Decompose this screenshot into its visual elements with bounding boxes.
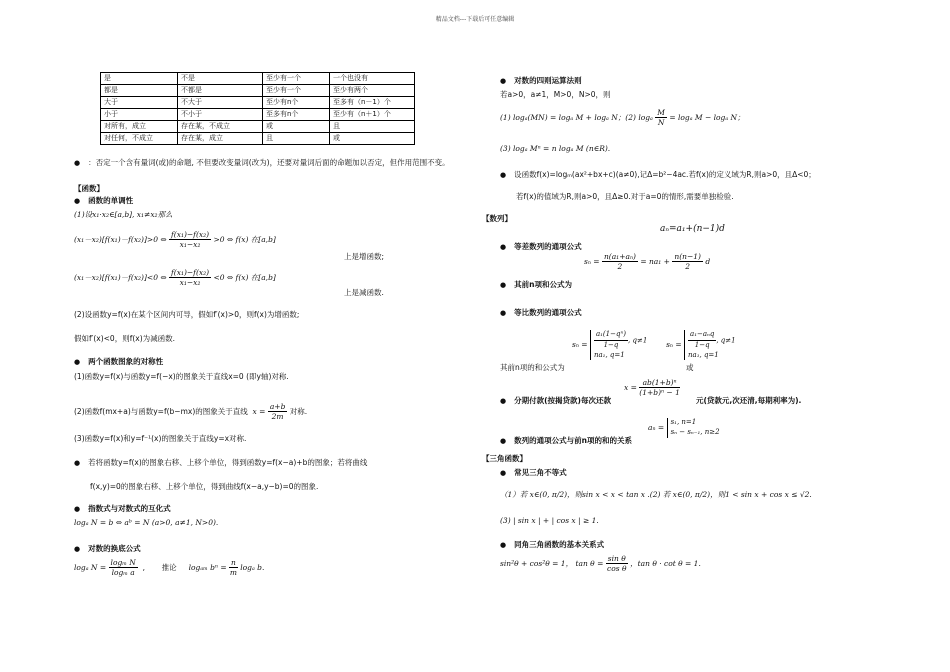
table-cell: 对任何，不成立 [101,133,178,145]
increasing-label: 上是增函数; [344,252,385,261]
change-base-title: ● 对数的换底公式 [74,544,141,554]
log-ops-condition: 若a>0，a≠1，M>0，N>0，则 [500,90,611,99]
geo-title: ● 等比数列的通项公式 [500,308,582,318]
arith-general-term: aₙ=a₁+(n−1)d [660,224,725,234]
symmetry-fraction: $\frac{a+b}{2m}$ [269,402,286,422]
table-cell: 或 [330,133,415,145]
symmetry-2: (2)函数f(mx+a)与函数y=f(b−mx)的图象关于直线 x = $\frac{a+b}{2m}$ 对称. [74,402,308,422]
geo-sum-formula: sₙ = $\frac{\text{a₁(1−qⁿ)}}{1-q}$ , q≠1 na₁, q=1 sₙ = $\frac{\text{a₁−aₙq}}{1-q}$ , q≠1 na₁, q=1 [572,330,736,359]
table-cell: 都是 [101,85,178,97]
decreasing-label: 上是减函数. [344,288,384,297]
section-trig: 【三角函数】 [482,454,527,463]
table-cell: 至多有（n－1）个 [330,97,415,109]
log-ops-title: ● 对数的四则运算法则 [500,76,582,86]
table-cell: 至少有n个 [263,97,330,109]
log-ops-1-2: (1) logₐ(MN) = logₐ M + logₐ N；(2) logₐ $\frac{M}{N}$ = logₐ M − logₐ N； [500,108,745,128]
relation-title: ● 数列的通项公式与前n项的和的关系 [500,436,632,446]
table-row [101,85,415,97]
symmetry-1: (1)函数y=f(x)与函数y=f(−x)的图象关于直线x=0 (即y轴)对称. [74,372,289,381]
exp-log-title: ● 指数式与对数式的互化式 [74,504,171,514]
section-sequence: 【数列】 [482,214,512,223]
shift-rule-2: f(x,y)=0的图象右移、上移个单位，得到曲线f(x−a,y−b)=0的图象. [90,482,319,491]
table-cell: 至多有n个 [263,109,330,121]
section-function: 【函数】 [74,184,104,193]
quadratic-log-1: ● 设函数f(x)=logₘ(ax²+bx+c)(a≠0),记Δ=b²−4ac.若f(x)的定义域为R,则a>0，且Δ<0； [500,170,816,180]
table-cell: 存在某，成立 [178,133,263,145]
monotonic-increasing-formula: (x₁－x₂)[f(x₁)－f(x₂)]>0 ⇔ $\frac{\text{f(x₁)−f(x₂)}}{\text{x₁−x₂}}$ >0 ⇔ f(x) 在[a,b] [74,230,276,250]
arith-title: ● 等差数列的通项公式 [500,242,582,252]
log-ops-3: (3) logₐ Mⁿ = n logₐ M (n∈R). [500,144,611,153]
geo-sum-alt-cases: $\frac{\text{a₁−aₙq}}{1-q}$ , q≠1 na₁, q=1 [684,330,736,360]
ineq-1-2: （1）若 x∈(0, π/2)，则sin x < x < tan x .(2) 若 x∈(0, π/2)，则1 < sin x + cos x ≤ √2. [500,490,812,499]
table-cell: 至少有（n＋1）个 [330,109,415,121]
table-cell: 对所有，成立 [101,121,178,133]
table-cell: 不大于 [178,97,263,109]
quantifier-table [100,72,415,145]
table-row [101,133,415,145]
table-cell: 至少有两个 [330,85,415,97]
table-cell: 且 [330,121,415,133]
page-header: 精品文档---下载后可任意编辑 [435,16,515,23]
table-cell: 不都是 [178,85,263,97]
quadratic-log-2: 若f(x)的值域为R,则a>0，且Δ≥0.对于a=0的情形,需要单独检验. [516,192,734,201]
negation-note: ● ：否定一个含有量词(或)的命题, 不但要改变量词(改为)，还要对量词后面的命题加以否定，但作用范围不变。 [74,158,474,168]
geo-sum-cases: $\frac{\text{a₁(1−qⁿ)}}{1-q}$ , q≠1 na₁, q=1 [590,330,647,360]
monotonic-decreasing-formula: (x₁－x₂)[f(x₁)－f(x₂)]<0 ⇔ $\frac{\text{f(x₁)−f(x₂)}}{\text{x₁−x₂}}$ <0 ⇔ f(x) 在[a,b] [74,268,276,288]
table-row [101,97,415,109]
symmetry-title: ● 两个函数图象的对称性 [74,357,163,367]
monotonic-fraction: $\frac{\text{f(x₁)−f(x₂)}}{\text{x₁−x₂}}$ [171,268,210,288]
sum-title: ● 其前n项和公式为 [500,280,572,290]
symmetry-3: (3)函数y=f(x)和y=f⁻¹(x)的图象关于直线y=x对称. [74,434,247,443]
same-angle-formula: sin²θ + cos²θ = 1， tan θ = $\frac{\text{sin θ}}{\text{cos θ}}$ ，tan θ · cot θ = 1. [500,554,701,574]
ineq-title: ● 常见三角不等式 [500,468,567,478]
shift-rule-1: ● 若将函数y=f(x)的图象右移、上移个单位，得到函数y=f(x−a)+b的图象；若将曲线 [74,458,367,468]
arith-sum-formula: sₙ = $\frac{\text{n(a₁+aₙ)}}{2}$ = na₁ + $\frac{n(n-1)}{2}$ d [584,252,711,272]
table-row [101,73,415,85]
table-cell: 且 [263,133,330,145]
table-cell: 一个也没有 [330,73,415,85]
relation-formula: aₙ = s₁, n=1 sₙ − sₙ₋₁, n≥2 [648,418,720,436]
table-row [101,121,415,133]
geo-or: 或 [686,363,694,372]
table-row [101,109,415,121]
table-cell: 至少有一个 [263,85,330,97]
table-cell: 不是 [178,73,263,85]
monotonic-title: ● 函数的单调性 [74,196,133,206]
ineq-3: (3) | sin x | + | cos x | ≥ 1. [500,516,599,525]
table-cell: 是 [101,73,178,85]
monotonic-condition: (1)设x₁·x₂∈[a,b], x₁≠x₂那么 [74,210,173,219]
left-column [74,72,474,578]
geo-sum-title: 其前n项的和公式为 [500,363,565,372]
derivative-rule-2: 假如f′(x)<0，则f(x)为减函数. [74,334,176,343]
exp-log-formula: logₐ N = b ⇔ aᵇ = N (a>0, a≠1, N>0). [74,518,219,527]
loan-title: ● 分期付款(按揭贷款)每次还款 [500,396,611,406]
table-cell: 不小于 [178,109,263,121]
table-cell: 大于 [101,97,178,109]
table-cell: 至少有一个 [263,73,330,85]
table-cell: 小于 [101,109,178,121]
same-angle-title: ● 同角三角函数的基本关系式 [500,540,604,550]
table-cell: 或 [263,121,330,133]
loan-formula: x = $\frac{\text{ab(1+b)ⁿ}}{\text{(1+b)ⁿ − 1}}$ [624,378,680,398]
change-base-formula: logₐ N = $\frac{\text{logₘ N}}{\text{logₘ a}}$ , 推论 logₐₘ bⁿ = $\frac{n}{m}$ logₐ b. [74,558,265,578]
derivative-rule-1: (2)设函数y=f(x)在某个区间内可导，假如f′(x)>0，则f(x)为增函数; [74,310,300,319]
table-cell: 存在某，不成立 [178,121,263,133]
loan-tail: 元(贷款元,次还清,每期利率为). [696,396,802,405]
monotonic-fraction: $\frac{\text{f(x₁)−f(x₂)}}{\text{x₁−x₂}}$ [171,230,210,250]
